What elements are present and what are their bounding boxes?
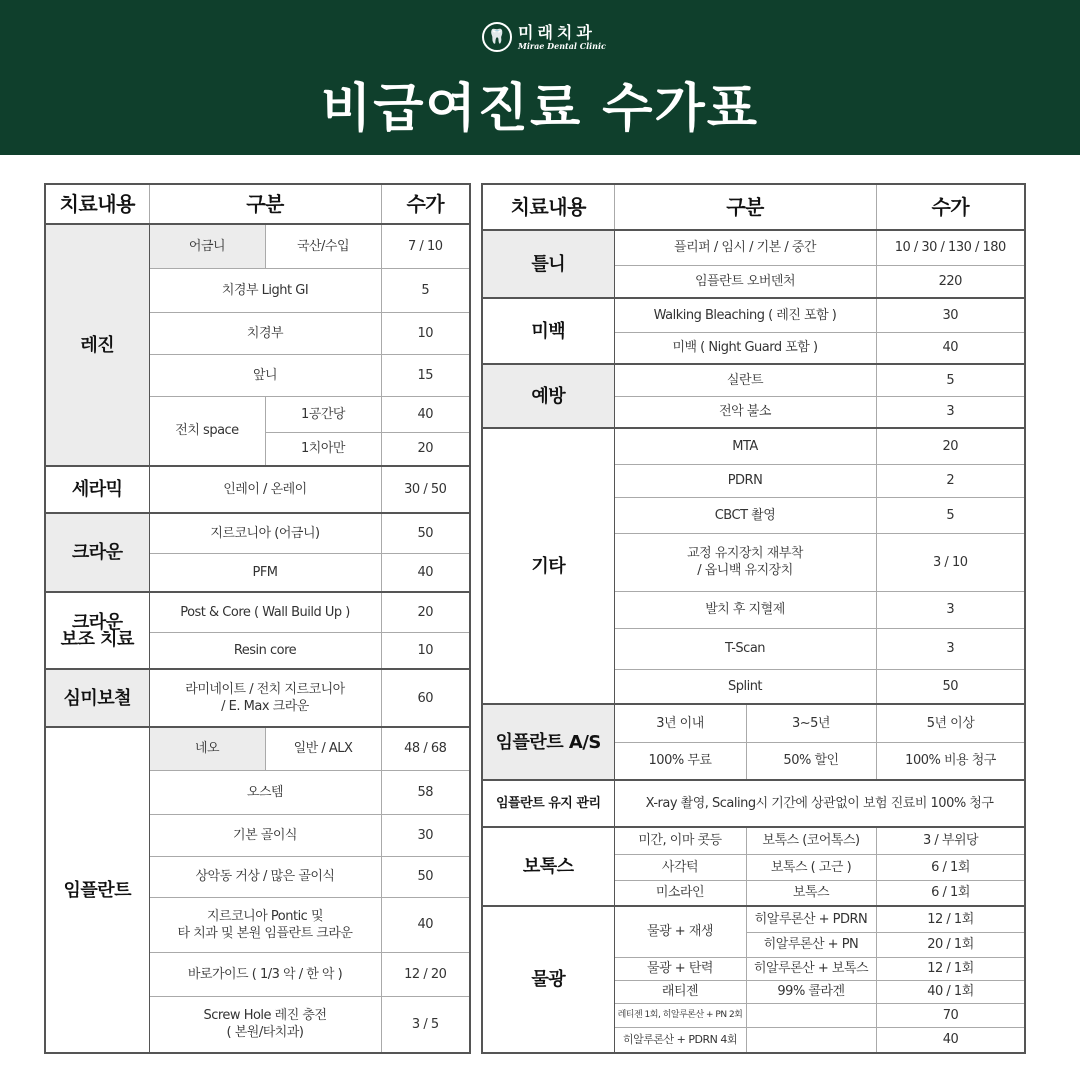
cell: 1공간당 (265, 396, 381, 432)
cell: 3년 이내 (614, 704, 746, 742)
category: 세라믹 (45, 466, 149, 513)
empty-cell (746, 1003, 876, 1027)
cell: 미백 ( Night Guard 포함 ) (614, 332, 876, 364)
col-header: 수가 (381, 184, 470, 224)
price: 2 (876, 464, 1025, 497)
category: 임플란트 유지 관리 (482, 780, 614, 827)
price: 40 (381, 396, 470, 432)
category-line: 보조 치료 (60, 628, 134, 650)
price: 100% 비용 청구 (876, 742, 1025, 780)
cell: 보톡스 (746, 880, 876, 906)
cell: 오스템 (149, 770, 381, 814)
cell: 사각턱 (614, 854, 746, 880)
cell: 인레이 / 온레이 (149, 466, 381, 513)
price: 12 / 20 (381, 952, 470, 996)
cell: Walking Bleaching ( 레진 포함 ) (614, 298, 876, 332)
price: 60 (381, 669, 470, 727)
price: 3 / 부위당 (876, 827, 1025, 854)
price: 15 (381, 354, 470, 396)
price: 58 (381, 770, 470, 814)
cell: 치경부 (149, 312, 381, 354)
category: 레진 (45, 224, 149, 466)
category: 임플란트 A/S (482, 704, 614, 780)
cell: 레티젠 1회, 히알루론산 + PN 2회 (614, 1003, 746, 1027)
cell: 바로가이드 ( 1/3 악 / 한 악 ) (149, 952, 381, 996)
cell (149, 996, 381, 1053)
cell: Splint (614, 669, 876, 704)
price: 3 (876, 591, 1025, 628)
price: 40 (876, 1027, 1025, 1053)
cell: 히알루론산 + 보톡스 (746, 957, 876, 980)
price: 40 / 1회 (876, 980, 1025, 1003)
price: 30 / 50 (381, 466, 470, 513)
tooth-seal-icon: 🦷 (482, 22, 512, 52)
category-line: 크라운 (71, 611, 123, 633)
cell: Resin core (149, 632, 381, 669)
empty-cell (746, 1027, 876, 1053)
cell: 국산/수입 (265, 224, 381, 268)
page-title: 비급여진료 수가표 (321, 79, 759, 139)
price: 20 (876, 428, 1025, 464)
cell: 치경부 Light GI (149, 268, 381, 312)
price: 5 (876, 497, 1025, 533)
cell: 임플란트 오버덴처 (614, 265, 876, 298)
price: 30 (381, 814, 470, 856)
category: 크라운 (45, 513, 149, 592)
category: 심미보철 (45, 669, 149, 727)
price: 5 (876, 364, 1025, 396)
cell: 지르코니아 (어금니) (149, 513, 381, 553)
category: 틀니 (482, 230, 614, 298)
price-table-left (44, 183, 471, 1054)
cell: 래티젠 (614, 980, 746, 1003)
price: 10 / 30 / 130 / 180 (876, 230, 1025, 265)
price: 3 (876, 396, 1025, 428)
category: 물광 (482, 906, 614, 1053)
cell-line: / E. Max 크라운 (221, 699, 309, 714)
price: 5 (381, 268, 470, 312)
price: 70 (876, 1003, 1025, 1027)
price: 12 / 1회 (876, 957, 1025, 980)
cell: 보톡스 (코어톡스) (746, 827, 876, 854)
cell: MTA (614, 428, 876, 464)
col-header: 구분 (614, 184, 876, 230)
cell (149, 897, 381, 952)
cell: 보톡스 ( 고근 ) (746, 854, 876, 880)
clinic-name: 미래치과 (518, 22, 596, 42)
price: 3 (876, 628, 1025, 669)
cell-line: 타 치과 및 본원 임플란트 크라운 (177, 925, 353, 941)
col-header: 수가 (876, 184, 1025, 230)
price: 20 / 1회 (876, 932, 1025, 957)
col-header: 구분 (149, 184, 381, 224)
col-header: 치료내용 (45, 184, 149, 224)
price: 40 (381, 553, 470, 592)
cell (614, 533, 876, 591)
cell-line: 지르코니아 Pontic 및 (206, 908, 324, 924)
cell: 어금니 (149, 224, 265, 268)
cell: 앞니 (149, 354, 381, 396)
cell: 전악 불소 (614, 396, 876, 428)
cell: 히알루론산 + PDRN 4회 (614, 1027, 746, 1053)
cell: 물광 + 재생 (614, 906, 746, 957)
price: 48 / 68 (381, 727, 470, 770)
cell: 99% 콜라겐 (746, 980, 876, 1003)
price: 3 / 10 (876, 533, 1025, 591)
price: 30 (876, 298, 1025, 332)
price: 10 (381, 312, 470, 354)
price: 100% 무료 (614, 742, 746, 780)
category: 미백 (482, 298, 614, 364)
cell: 실란트 (614, 364, 876, 396)
price: 3 / 5 (381, 996, 470, 1053)
cell: 플리퍼 / 임시 / 기본 / 중간 (614, 230, 876, 265)
cell: 전치 space (149, 396, 265, 466)
cell: T-Scan (614, 628, 876, 669)
price: 50% 할인 (746, 742, 876, 780)
header-banner (0, 0, 1080, 155)
cell: 히알루론산 + PDRN (746, 906, 876, 932)
cell: Post & Core ( Wall Build Up ) (149, 592, 381, 632)
cell: 히알루론산 + PN (746, 932, 876, 957)
cell: 미소라인 (614, 880, 746, 906)
cell-line: ( 본원/타치과) (226, 1025, 304, 1041)
price: 6 / 1회 (876, 880, 1025, 906)
category: 예방 (482, 364, 614, 428)
price: 7 / 10 (381, 224, 470, 268)
cell: CBCT 촬영 (614, 497, 876, 533)
cell: 상악동 거상 / 많은 골이식 (149, 856, 381, 897)
price: 40 (381, 897, 470, 952)
cell: 기본 골이식 (149, 814, 381, 856)
price: 20 (381, 592, 470, 632)
price: 50 (381, 856, 470, 897)
cell: 네오 (149, 727, 265, 770)
cell: X-ray 촬영, Scaling시 기간에 상관없이 보험 진료비 100% 청구 (614, 780, 1025, 827)
cell: PFM (149, 553, 381, 592)
cell-line: Screw Hole 레진 충전 (203, 1008, 327, 1024)
cell: 미간, 이마 콧등 (614, 827, 746, 854)
cell-line: 라미네이트 / 전치 지르코니아 (185, 682, 345, 697)
price: 220 (876, 265, 1025, 298)
category: 기타 (482, 428, 614, 704)
price: 10 (381, 632, 470, 669)
price: 6 / 1회 (876, 854, 1025, 880)
clinic-subname: Mirae Dental Clinic (518, 40, 606, 51)
price: 20 (381, 432, 470, 466)
cell: 물광 + 탄력 (614, 957, 746, 980)
category: 임플란트 (45, 727, 149, 1053)
category (45, 592, 149, 669)
col-header: 치료내용 (482, 184, 614, 230)
clinic-logo (482, 22, 606, 52)
cell-line: / 옵니백 유지장치 (697, 563, 793, 578)
price: 50 (381, 513, 470, 553)
cell-line: 교정 유지장치 재부착 (687, 546, 803, 561)
price: 12 / 1회 (876, 906, 1025, 932)
cell: PDRN (614, 464, 876, 497)
cell: 5년 이상 (876, 704, 1025, 742)
cell (149, 669, 381, 727)
price: 50 (876, 669, 1025, 704)
cell: 발치 후 지혈제 (614, 591, 876, 628)
price-table-right (481, 183, 1026, 1054)
cell: 3~5년 (746, 704, 876, 742)
cell: 1치아만 (265, 432, 381, 466)
price: 40 (876, 332, 1025, 364)
category: 보톡스 (482, 827, 614, 906)
cell: 일반 / ALX (265, 727, 381, 770)
